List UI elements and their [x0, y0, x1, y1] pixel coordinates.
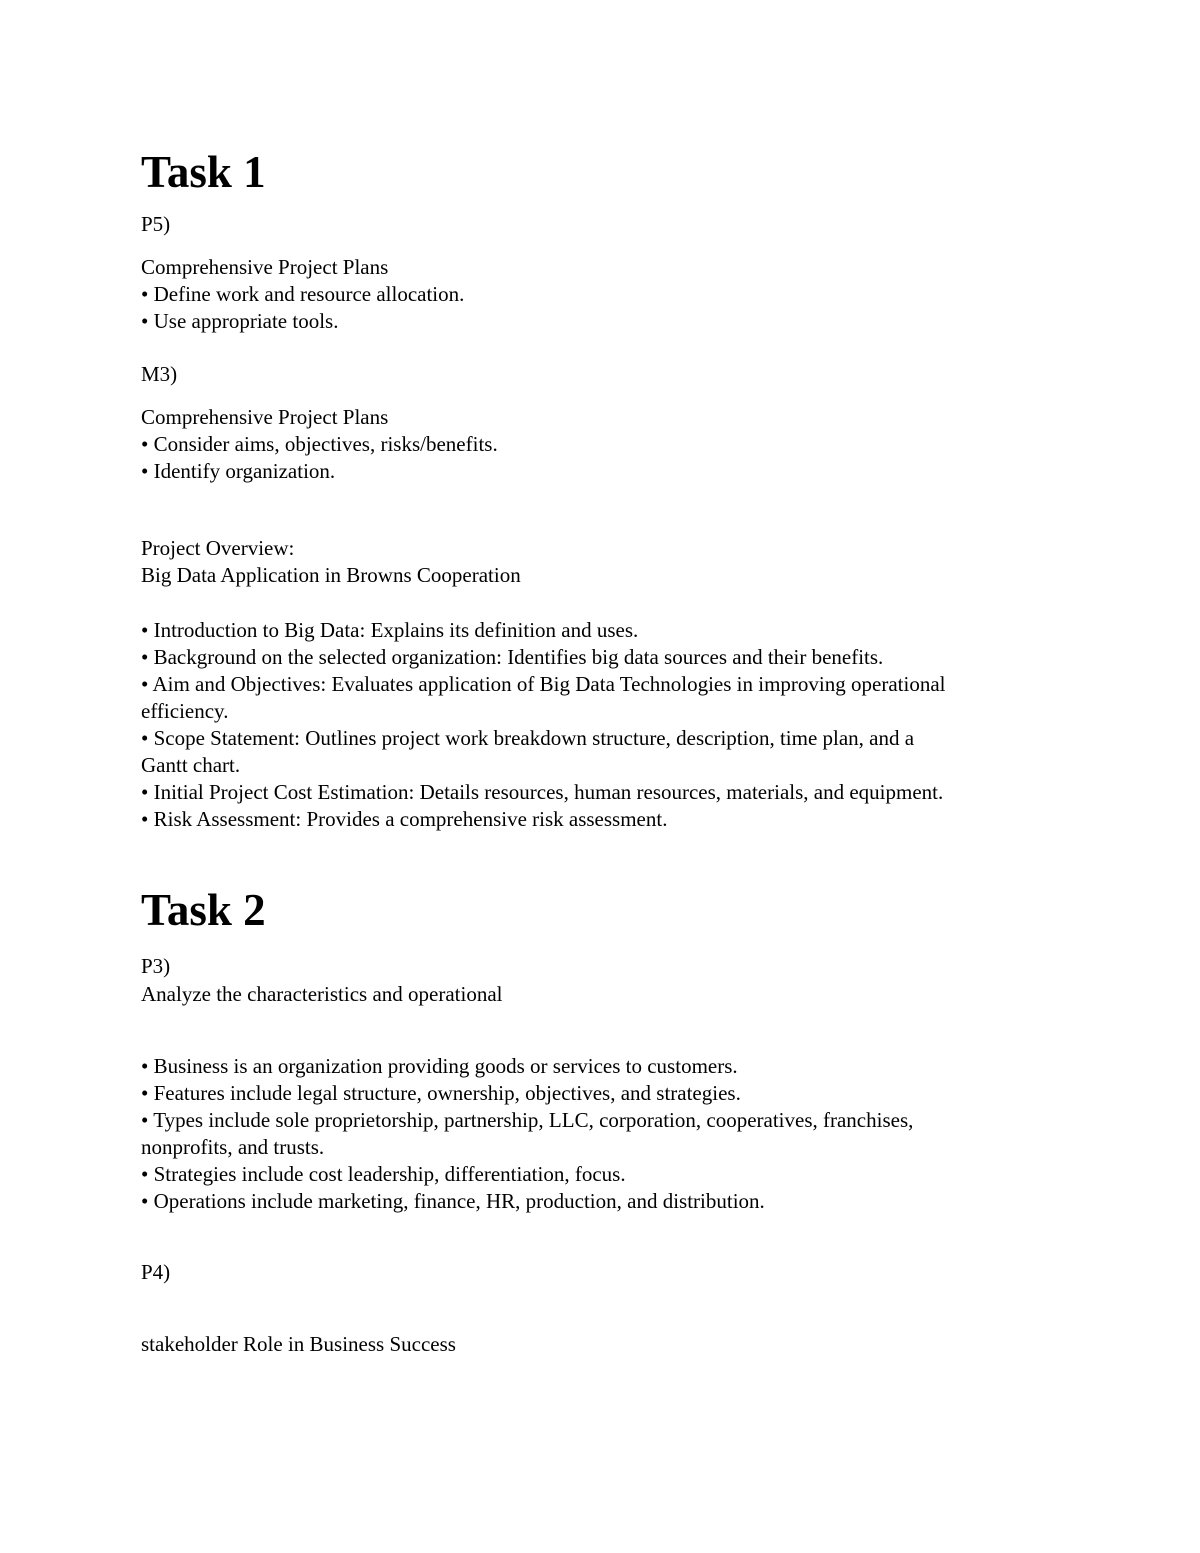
overview-line: • Initial Project Cost Estimation: Details resources, human resources, materials, and equipment.	[141, 780, 944, 804]
overview-line: • Risk Assessment: Provides a comprehensive risk assessment.	[141, 807, 668, 831]
m3-bullet: • Consider aims, objectives, risks/benefits.	[141, 432, 498, 456]
m3-bullet: • Identify organization.	[141, 459, 336, 483]
m3-title: Comprehensive Project Plans	[141, 405, 389, 429]
p5-label: P5)	[141, 212, 171, 236]
p4-label: P4)	[141, 1260, 171, 1284]
task1-heading: Task 1	[141, 147, 266, 197]
p3-line: • Features include legal structure, ownership, objectives, and strategies.	[141, 1081, 741, 1105]
overview-title: Big Data Application in Browns Cooperation	[141, 563, 521, 587]
overview-label: Project Overview:	[141, 536, 295, 560]
p3-title: Analyze the characteristics and operational	[141, 982, 503, 1006]
overview-line: Gantt chart.	[141, 753, 241, 777]
overview-line: • Background on the selected organization: Identifies big data sources and their benefits.	[141, 645, 884, 669]
overview-line: efficiency.	[141, 699, 229, 723]
p3-line: nonprofits, and trusts.	[141, 1135, 325, 1159]
m3-label: M3)	[141, 362, 178, 386]
overview-line: • Scope Statement: Outlines project work breakdown structure, description, time plan, and a	[141, 726, 915, 750]
p5-title: Comprehensive Project Plans	[141, 255, 389, 279]
overview-line: • Introduction to Big Data: Explains its definition and uses.	[141, 618, 639, 642]
overview-line: • Aim and Objectives: Evaluates application of Big Data Technologies in improving operational	[141, 672, 946, 696]
p3-line: • Operations include marketing, finance, HR, production, and distribution.	[141, 1189, 765, 1213]
p3-line: • Business is an organization providing goods or services to customers.	[141, 1054, 738, 1078]
p3-line: • Types include sole proprietorship, partnership, LLC, corporation, cooperatives, franchises,	[141, 1108, 914, 1132]
p3-line: • Strategies include cost leadership, differentiation, focus.	[141, 1162, 626, 1186]
p5-bullet: • Use appropriate tools.	[141, 309, 339, 333]
p3-label: P3)	[141, 954, 171, 978]
p4-title: stakeholder Role in Business Success	[141, 1332, 456, 1356]
task2-heading: Task 2	[141, 885, 266, 935]
p5-bullet: • Define work and resource allocation.	[141, 282, 465, 306]
